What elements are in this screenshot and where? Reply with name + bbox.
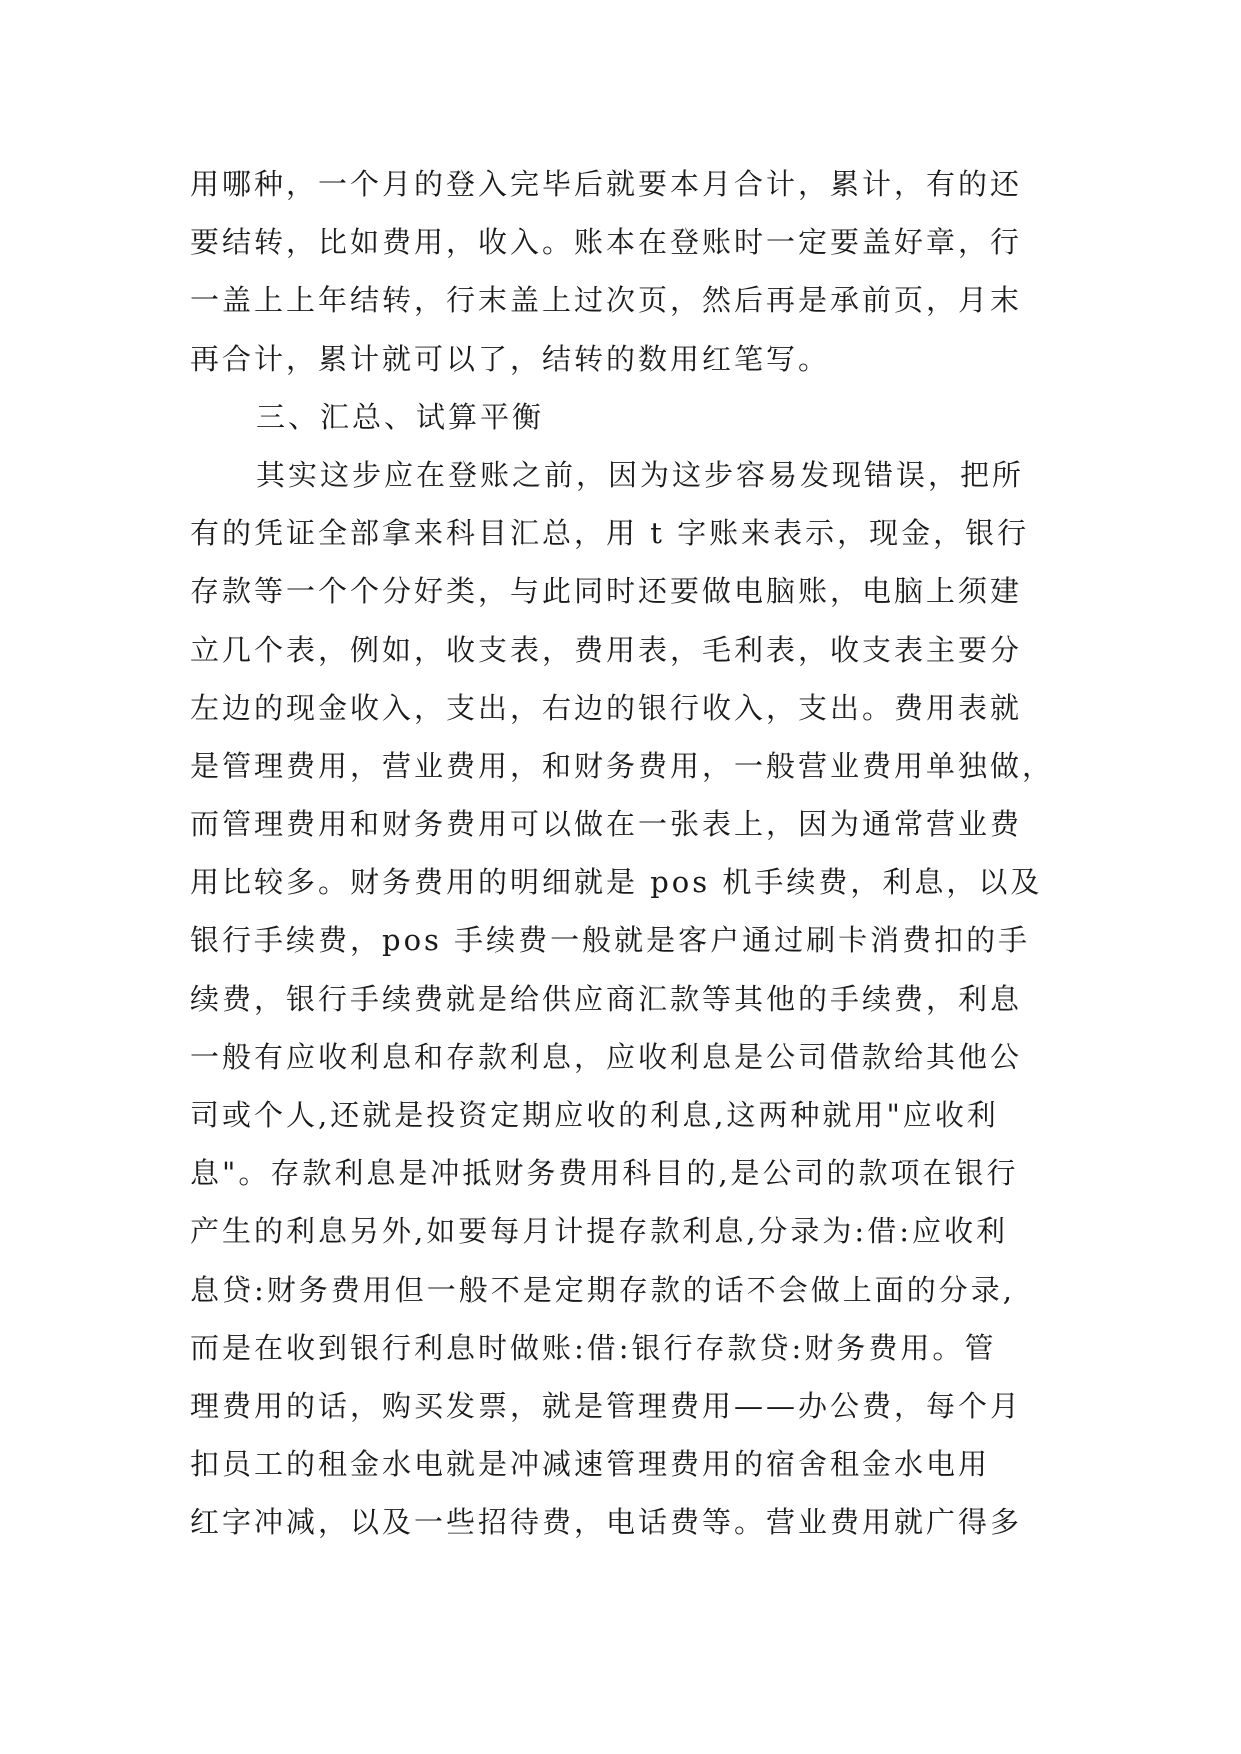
text-line: 而管理费用和财务费用可以做在一张表上，因为通常营业费 bbox=[190, 807, 1023, 842]
body-text bbox=[190, 155, 1055, 1552]
section-heading: 三、汇总、试算平衡 bbox=[256, 399, 545, 434]
text-line: 再合计，累计就可以了，结转的数用红笔写。 bbox=[190, 341, 831, 376]
text-line: 有的凭证全部拿来科目汇总，用 t 字账来表示，现金，银行 bbox=[190, 516, 1030, 551]
text-line: 而是在收到银行利息时做账:借:银行存款贷:财务费用。管 bbox=[190, 1330, 997, 1365]
text-line: 银行手续费，pos 手续费一般就是客户通过刷卡消费扣的手 bbox=[190, 923, 1031, 958]
text-line: 立几个表，例如，收支表，费用表，毛利表，收支表主要分 bbox=[190, 632, 1023, 667]
text-line: 司或个人,还就是投资定期应收的利息,这两种就用"应收利 bbox=[190, 1098, 999, 1132]
text-line: 一般有应收利息和存款利息，应收利息是公司借款给其他公 bbox=[190, 1039, 1023, 1074]
text-line: 产生的利息另外,如要每月计提存款利息,分录为:借:应收利 bbox=[190, 1214, 1008, 1249]
text-line: 用哪种，一个月的登入完毕后就要本月合计，累计，有的还 bbox=[190, 167, 1023, 201]
text-line: 红字冲减，以及一些招待费，电话费等。营业费用就广得多 bbox=[190, 1505, 1023, 1540]
text-line: 左边的现金收入，支出，右边的银行收入，支出。费用表就 bbox=[190, 690, 1023, 725]
text-line: 要结转，比如费用，收入。账本在登账时一定要盖好章，行 bbox=[190, 225, 1023, 260]
text-line: 息"。存款利息是冲抵财务费用科目的,是公司的款项在银行 bbox=[190, 1156, 1019, 1191]
text-line: 一盖上上年结转，行末盖上过次页，然后再是承前页，月末 bbox=[190, 283, 1023, 318]
text-line: 续费，银行手续费就是给供应商汇款等其他的手续费，利息 bbox=[190, 981, 1023, 1016]
text-line: 是管理费用，营业费用，和财务费用，一般营业费用单独做， bbox=[190, 748, 1055, 783]
text-line: 息贷:财务费用但一般不是定期存款的话不会做上面的分录, bbox=[190, 1272, 1015, 1307]
text-line: 用比较多。财务费用的明细就是 pos 机手续费，利息，以及 bbox=[190, 865, 1043, 900]
text-line: 存款等一个个分好类，与此同时还要做电脑账，电脑上须建 bbox=[190, 574, 1023, 609]
text-line: 理费用的话，购买发票，就是管理费用——办公费，每个月 bbox=[190, 1388, 1023, 1423]
text-line: 扣员工的租金水电就是冲减速管理费用的宿舍租金水电用 bbox=[190, 1447, 991, 1482]
paragraph-first-line: 其实这步应在登账之前，因为这步容易发现错误，把所 bbox=[256, 457, 1025, 492]
